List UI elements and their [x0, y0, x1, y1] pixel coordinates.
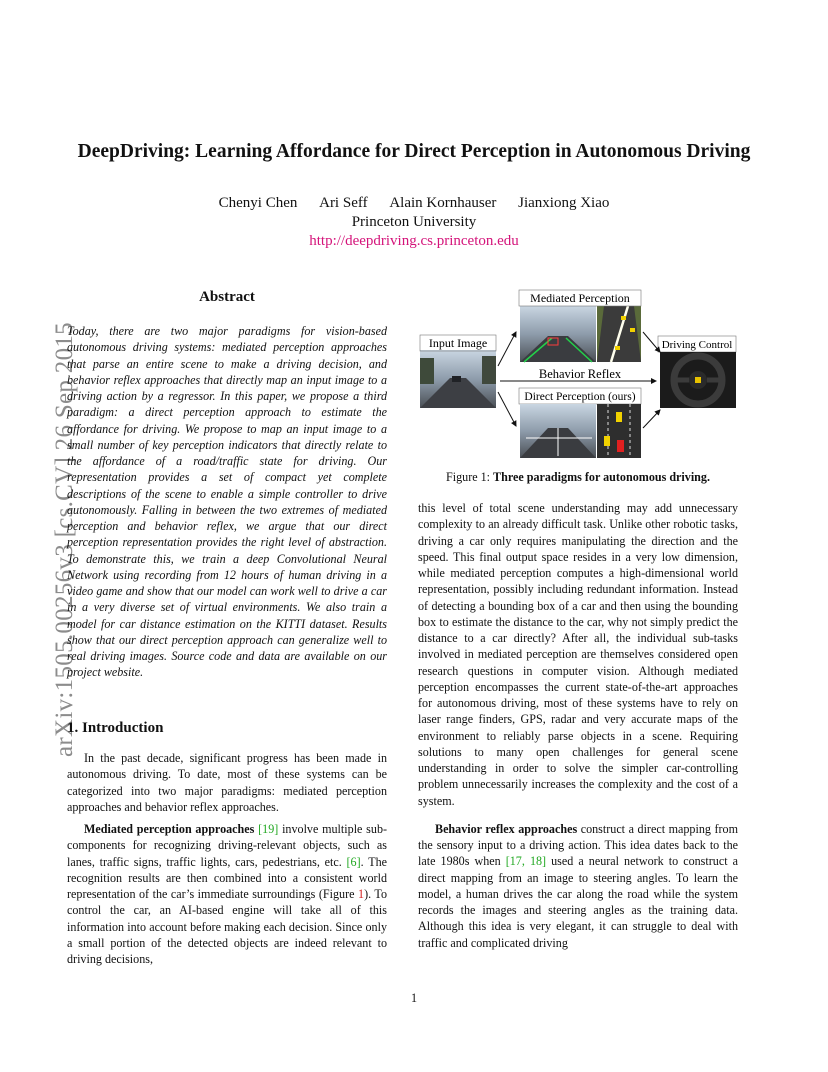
arxiv-watermark: arXiv:1505.00256v3 [cs.CV] 26 Sep 2015 [51, 322, 78, 757]
fig-label-mediated: Mediated Perception [530, 291, 630, 305]
abstract-heading: Abstract [199, 289, 255, 305]
author-name: Alain Kornhauser [389, 195, 497, 211]
project-url-link[interactable]: http://deepdriving.cs.princeton.edu [309, 233, 519, 249]
citation-link[interactable]: [19] [258, 822, 279, 836]
paragraph-text: used a neural network to construct a direct mapping from an image to steering angles. To learn the model, a human drives the car along the road while the system records the images and steering angles as the training data. Although this idea is very elegant, it can struggle to deal with traffic and complicated driving [418, 854, 738, 950]
bold-lead: Behavior reflex approaches [435, 821, 578, 836]
caption-title: Three paradigms for autonomous driving. [493, 470, 710, 484]
intro-paragraph-2 [67, 821, 387, 967]
right-paragraph-2 [418, 821, 738, 951]
paper-title: DeepDriving: Learning Affordance for Direct Perception in Autonomous Driving [77, 141, 751, 162]
abstract-text: Today, there are two major paradigms for vision-based autonomous driving systems: mediated perception approaches that parse an entire scene to make a driving decision, and behavior reflex approaches that directly map an input image to a driving action by a regressor. In this paper, we propose a third paradigm: a direct perception approach to estimate the affordance for driving. We propose to map an input image to a small number of key perception indicators that directly relate to the affordance of a road/traffic state for driving. Our representation provides a set of compact yet complete descriptions of the scene to enable a simple controller to drive autonomously. Falling in between the two extremes of mediated perception and behavior reflex, we argue that our direct perception representation provides the right level of abstraction. To demonstrate this, we train a deep Convolutional Neural Network using recording from 12 hours of human driving in a video game and show that our model can work well to drive a car in a very diverse set of virtual environments. We also train a model for car distance estimation on the KITTI dataset. Results show that our direct perception approach can generalize well to real driving images. Source code and data are available on our project website. [67, 324, 387, 680]
author-name: Ari Seff [319, 195, 368, 211]
intro-body [67, 750, 387, 967]
section-heading: 1. Introduction [67, 720, 164, 736]
citation-link[interactable]: [6] [346, 854, 361, 869]
fig-label-input: Input Image [428, 336, 488, 350]
mediated-perception-images [520, 306, 641, 362]
input-image [420, 350, 496, 408]
figure-ref-link[interactable]: 1 [358, 887, 365, 901]
intro-paragraph-1: In the past decade, significant progress has been made in autonomous driving. To date, most of these systems can be categorized into two major paradigms: mediated perception approaches and behavior reflex approaches. [67, 751, 387, 814]
direct-perception-images [520, 404, 641, 458]
fig-label-reflex: Behavior Reflex [538, 367, 622, 381]
right-paragraph-1: this level of total scene understanding may add unnecessary complexity to an already difficult task. Unlike other robotic tasks, driving a car only requires manipulating the direction and the speed. This final output space resides in a very low dimension, while mediated perception computes a high-dimensional world representation, possibly including redundant information. Instead of detecting a bounding box of a car and then using the bounding box to estimate the distance to the car, why not simply predict the distance to a car directly? After all, the individual sub-tasks involved in mediated perception are themselves considered open research questions in computer vision. Although mediated perception encompasses the current state-of-the-art approaches for autonomous driving, most of these systems have to rely on laser range finders, GPS, radar and very accurate maps of the environment to reliably parse objects in a scene. Requiring solutions to many open challenges for general scene understanding in order to solve the simpler car-controlling problem unnecessarily increases the complexity and the cost of a system. [418, 501, 738, 808]
fig-label-control: Driving Control [661, 339, 733, 351]
paragraph-text: . The recognition results are then combined into a consistent world representation of the car’s immediate surroundings (Figure [67, 854, 388, 901]
author-name: Chenyi Chen [218, 195, 298, 211]
right-column-body [418, 500, 738, 951]
citation-link[interactable]: [17, 18] [505, 854, 547, 869]
fig-label-direct: Direct Perception (ours) [524, 391, 636, 403]
figure-caption [418, 470, 738, 485]
paragraph-text: ). To control the car, an AI-based engine will take all of this information into account before making each decision. Since only a small portion of the detected objects are indeed relevant to driving decisions, [67, 887, 387, 966]
affiliation: Princeton University [351, 214, 477, 230]
page-number: 1 [410, 991, 418, 1005]
author-name: Jianxiong Xiao [518, 195, 610, 211]
paragraph-text: involve multiple sub-components for recognizing driving-relevant objects, such as lanes, traffic signs, traffic lights, cars, pedestrians, etc. [67, 822, 388, 869]
bold-lead: Mediated perception approaches [84, 822, 255, 836]
author-list [0, 195, 828, 212]
caption-prefix: Figure 1: [446, 470, 494, 484]
paragraph-text: construct a direct mapping from the sensory input to a driving action. This idea dates back to the late 1980s when [418, 821, 738, 869]
figure-1-diagram [416, 288, 740, 460]
steering-wheel-icon [660, 352, 736, 408]
